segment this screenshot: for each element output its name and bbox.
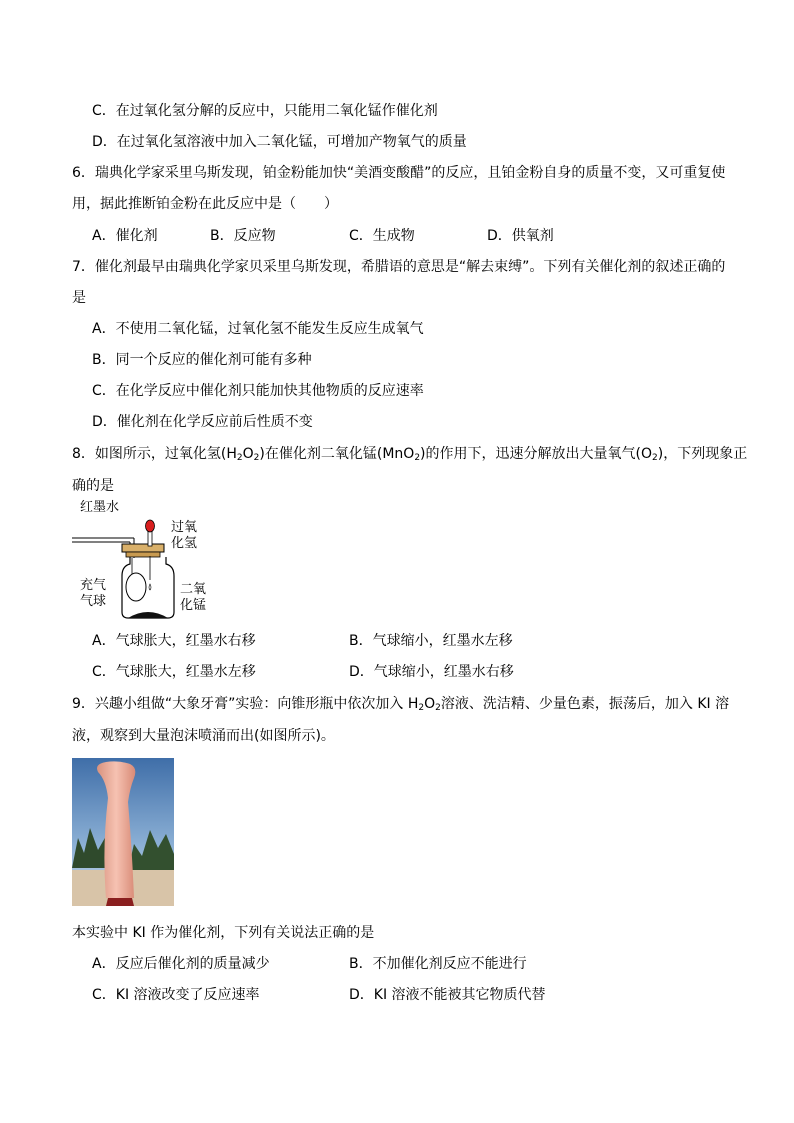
- q8-option-a: A．气球胀大，红墨水右移: [92, 633, 256, 649]
- q8-option-c: C．气球胀大，红墨水左移: [92, 664, 256, 680]
- q7-stem-line1: 7．催化剂最早由瑞典化学家贝采里乌斯发现，希腊语的意思是“解去束缚”。下列有关催化剂的叙述正确的: [72, 259, 726, 275]
- balloon: [126, 573, 146, 601]
- q8-stem-line2: 确的是: [72, 478, 114, 494]
- mno2-powder: [128, 612, 168, 618]
- q8-option-d: D．气球缩小，红墨水右移: [349, 664, 514, 680]
- q9-stem-line1: 9．兴趣小组做“大象牙膏”实验：向锥形瓶中依次加入 $H_2O_2$溶液、洗洁精、少量色素，振荡后，加入 KI 溶: [72, 696, 730, 713]
- q6-stem-line1: 6．瑞典化学家采里乌斯发现，铂金粉能加快“美酒变酸醋”的反应，且铂金粉自身的质量不变，又可重复使: [72, 165, 726, 181]
- label-mno2-1: 二氧: [180, 582, 207, 597]
- q9-option-b: B．不加催化剂反应不能进行: [349, 956, 527, 972]
- label-h2o2-2: 化氢: [171, 536, 198, 551]
- q6-stem-line2: 用，据此推断铂金粉在此反应中是（ ）: [72, 196, 338, 212]
- label-balloon-2: 气球: [80, 594, 107, 609]
- q8-stem-line1: 8．如图所示，过氧化氢$(H_2O_2)$在催化剂二氧化锰(MnO$_2$)的作用下，迅速分解放出大量氧气$(O_2)$，下列现象正: [72, 446, 748, 463]
- q9-stem-line2: 液，观察到大量泡沫喷涌而出(如图所示)。: [72, 728, 335, 744]
- q5-option-c: C．在过氧化氢分解的反应中，只能用二氧化锰作催化剂: [92, 103, 438, 119]
- q9-option-a: A．反应后催化剂的质量减少: [92, 956, 270, 972]
- label-balloon-1: 充气: [80, 578, 107, 593]
- q7-option-b: B．同一个反应的催化剂可能有多种: [92, 352, 312, 368]
- q6-option-d: D．供氧剂: [487, 228, 554, 244]
- q6-option-b: B．反应物: [210, 228, 276, 244]
- label-h2o2-1: 过氧: [171, 520, 198, 535]
- elephant-toothpaste-photo: [72, 758, 174, 906]
- q7-option-a: A．不使用二氧化锰，过氧化氢不能发生反应生成氧气: [92, 321, 424, 337]
- q5-option-d: D．在过氧化氢溶液中加入二氧化锰，可增加产物氧气的质量: [92, 134, 467, 150]
- label-mno2-2: 化锰: [180, 598, 207, 613]
- q7-option-d: D．催化剂在化学反应前后性质不变: [92, 414, 313, 430]
- q7-stem-line2: 是: [72, 290, 86, 306]
- dropper-bulb: [146, 520, 155, 532]
- q6-option-a: A．催化剂: [92, 228, 158, 244]
- q8-option-b: B．气球缩小，红墨水左移: [349, 633, 513, 649]
- q9-option-d: D．KI 溶液不能被其它物质代替: [349, 987, 546, 1003]
- label-red-ink: 红墨水: [80, 500, 120, 515]
- stopper: [122, 544, 164, 552]
- q9-stem-line3: 本实验中 KI 作为催化剂，下列有关说法正确的是: [72, 925, 375, 941]
- q9-option-c: C．KI 溶液改变了反应速率: [92, 987, 260, 1003]
- q7-option-c: C．在化学反应中催化剂只能加快其他物质的反应速率: [92, 383, 424, 399]
- q6-option-c: C．生成物: [349, 228, 415, 244]
